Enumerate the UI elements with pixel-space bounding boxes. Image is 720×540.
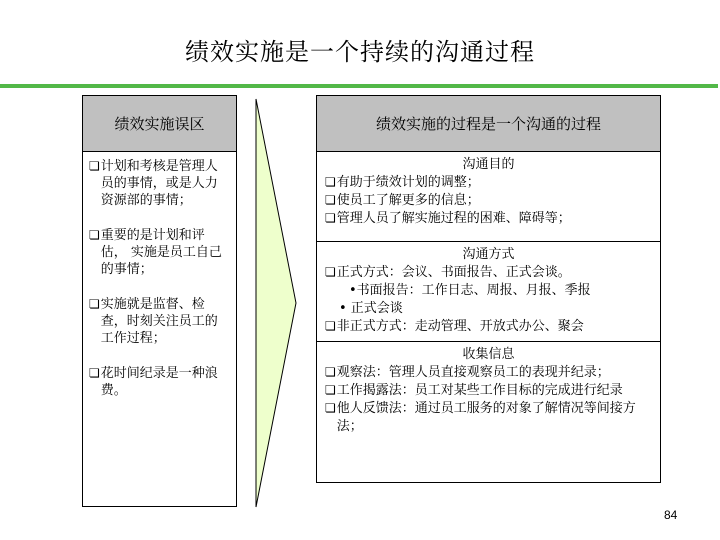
list-item-text: 正式方式：会议、书面报告、正式会谈。 [336,265,571,280]
checkbox-icon: ❏ [325,211,336,225]
methods-section [317,242,660,342]
misconceptions-panel [82,95,237,507]
list-item [325,400,652,436]
right-arrow-icon [255,98,297,508]
checkbox-icon: ❏ [325,383,336,397]
list-item [325,318,652,336]
communication-panel [316,95,661,483]
collect-section [317,342,660,482]
list-item [325,174,652,192]
list-item-text: 实施就是监督、检查，时刻关注员工的工作过程； [100,297,218,346]
checkbox-icon: ❏ [325,193,336,207]
list-item-text: 花时间纪录是一种浪费。 [100,366,218,398]
list-item-text: 观察法：管理人员直接观察员工的表现并纪录； [336,365,610,380]
purpose-section [317,152,660,242]
list-item-text: 非正式方式：走动管理、开放式办公、聚会 [336,319,584,334]
methods-title: 沟通方式 [462,247,515,262]
formal-sub-item: • 正式会谈 [339,301,403,316]
list-item [325,364,652,382]
list-item [89,227,230,278]
checkbox-icon: ❏ [325,319,336,333]
purpose-title: 沟通目的 [462,157,515,172]
checkbox-icon: ❏ [89,297,100,311]
list-item-text: 有助于绩效计划的调整； [336,175,480,190]
list-item [325,210,652,228]
list-item [325,264,652,282]
list-item-text: 重要的是计划和评估， 实施是员工自己的事情； [100,228,222,277]
list-item-text: 工作揭露法：员工对某些工作目标的完成进行纪录 [336,383,623,398]
communication-header: 绩效实施的过程是一个沟通的过程 [317,96,660,152]
checkbox-icon: ❏ [89,159,100,173]
list-item [325,192,652,210]
checkbox-icon: ❏ [325,175,336,189]
title-divider [0,84,718,88]
checkbox-icon: ❏ [89,228,100,242]
list-item-text: 计划和考核是管理人员的事情，或是人力资源部的事情； [100,159,218,208]
checkbox-icon: ❏ [325,265,336,279]
list-item [89,158,230,209]
list-item-text: 管理人员了解实施过程的困难、障碍等； [336,211,571,226]
checkbox-icon: ❏ [325,365,336,379]
page-title: 绩效实施是一个持续的沟通过程 [185,38,535,66]
checkbox-icon: ❏ [89,366,100,380]
misconceptions-header: 绩效实施误区 [83,96,236,152]
list-item [325,382,652,400]
formal-sub-item: •书面报告：工作日志、周报、月报、季报 [349,283,591,298]
misconceptions-list [83,152,236,399]
collect-title: 收集信息 [462,347,515,362]
page-number: 84 [664,508,678,522]
list-item-text: 使员工了解更多的信息； [336,193,480,208]
list-item [89,365,230,399]
list-item-text: 他人反馈法：通过员工服务的对象了解情况等间接方法； [336,401,636,434]
list-item [89,296,230,347]
checkbox-icon: ❏ [325,401,336,415]
